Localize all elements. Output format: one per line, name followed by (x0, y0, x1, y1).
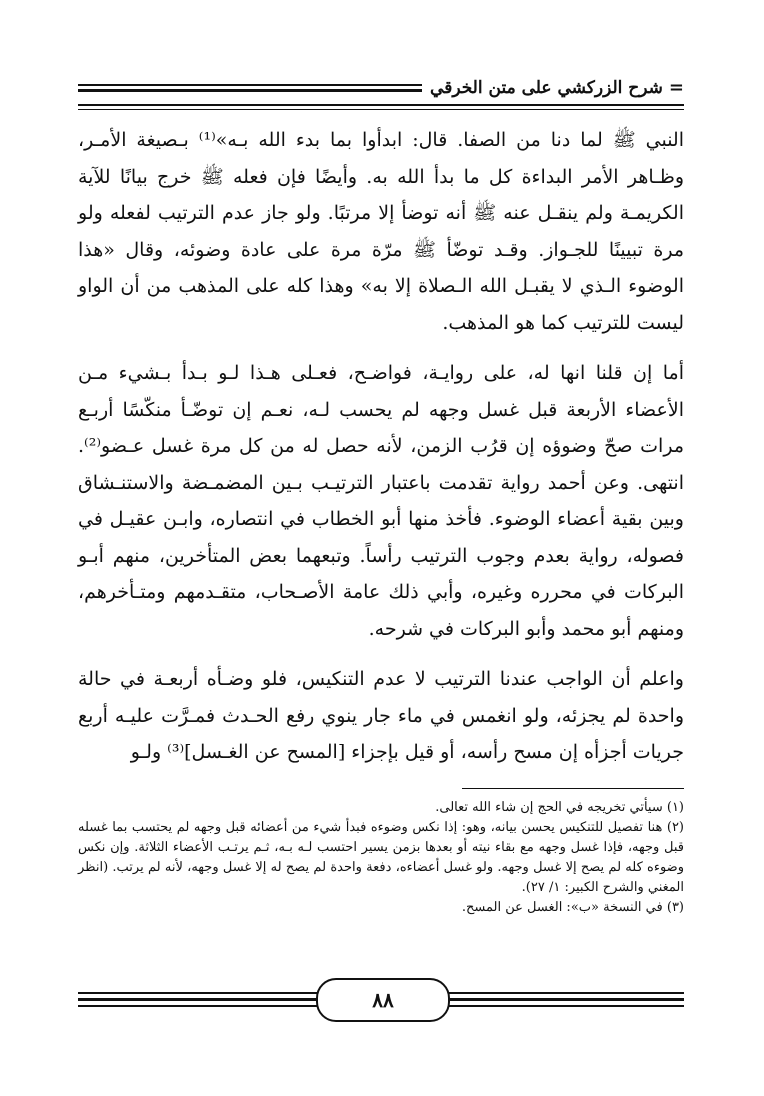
running-header (78, 78, 684, 110)
header-fill-rules (78, 84, 422, 92)
paragraph-3: واعلم أن الواجب عندنا الترتيب لا عدم التنكيس، فلو وضـأه أربعـة في حالة واحدة لم يجزئه، ولو انغمس في ماء جار ينوي رفع الحـدث فمـرَّت عليـه أربع جريات أجزأه إن مسح رأسه، أو قيل بإجزاء [المسح عن الغـسل]⁽³⁾ ولـو (78, 668, 684, 763)
header-title: شرح الزركشي على متن الخرقي (430, 78, 663, 98)
header-rule (78, 104, 684, 106)
footnote-3: (٣) في النسخة «ب»: الغسل عن المسح. (461, 900, 684, 915)
paragraph-1: النبي ﷺ لما دنا من الصفا. قال: ابدأوا بما بدء الله بـه»⁽¹⁾ بـصيغة الأمـر، وظـاهر الأمر البداءة كل ما بدأ الله به. وأيضًا فإن فعله ﷺ خرج بيانًا للآية الكريمـة ولم ينقـل عنه ﷺ أنه توضأ إلا مرتبًا. ولو جاز عدم الترتيب لفعله ولو مرة تبيينًا للجـواز. وقـد توضّأ ﷺ مرّة مرة على عادة وضوئه، وقال «هذا الوضوء الـذي لا يقبـل الله الـصلاة إلا به» وهذا كله على المذهب من أن الواو ليست للترتيب كما هو المذهب. (78, 129, 685, 334)
footnote-2: (٢) هنا تفصيل للتنكيس يحسن بيانه، وهو: إذا نكس وضوءه فبدأ شيء من أعضائه قبل وجهه لم يحتسب بما غسله قبل وجهه، فإذا غسل وجهه مع بقاء نيته أو بعدها بزمن يسير احتسب لـه بـه، ثـم يرتـب الأعضاء الثلاثة. وإن نكس وضوءه كله لم يصح إلا غسل وجهه. ولو غسل أعضاءه، دفعة واحدة لم يصح له إلا غسل وجهه، لأنه لم يرتب. (انظر المغني والشرح الكبير: ١/ ٢٧). (78, 820, 684, 895)
page-number: ٨٨ (316, 978, 450, 1022)
header-mark: = (668, 77, 684, 98)
footnote-separator (462, 788, 684, 789)
footnotes (78, 798, 684, 918)
body-text (78, 122, 684, 785)
header-rule-thin (78, 109, 684, 110)
footnote-1: (١) سيأتي تخريجه في الحج إن شاء الله تعالى. (435, 800, 684, 815)
paragraph-2: أما إن قلنا انها له، على روايـة، فواضـح، فعـلى هـذا لـو بـدأ بـشيء مـن الأعضاء الأربعة قبل غسل وجهه لم يحسب لـه، نعـم إن توضّـأ منكّسًا أربـع مرات صحّ وضوؤه إن قرُب الزمن، لأنه حصل له من كل مرة غسل عـضو⁽²⁾. انتهى. وعن أحمد رواية تقدمت باعتبار الترتيـب بـين المضمـضة والاستنـشاق وبين بقية أعضاء الوضوء. فأخذ منها أبو الخطاب في انتصاره، وابـن عقيـل في فصوله، رواية بعدم وجوب الترتيب رأساً. وتبعهما بعض المتأخرين، منهم أبـو البركات في محرره وغيره، وأبي ذلك عامة الأصـحاب، متقـدمهم ومتـأخرهم، ومنهم أبو محمد وأبو البركات في شرحه. (78, 362, 684, 640)
page-footer (78, 978, 684, 1028)
